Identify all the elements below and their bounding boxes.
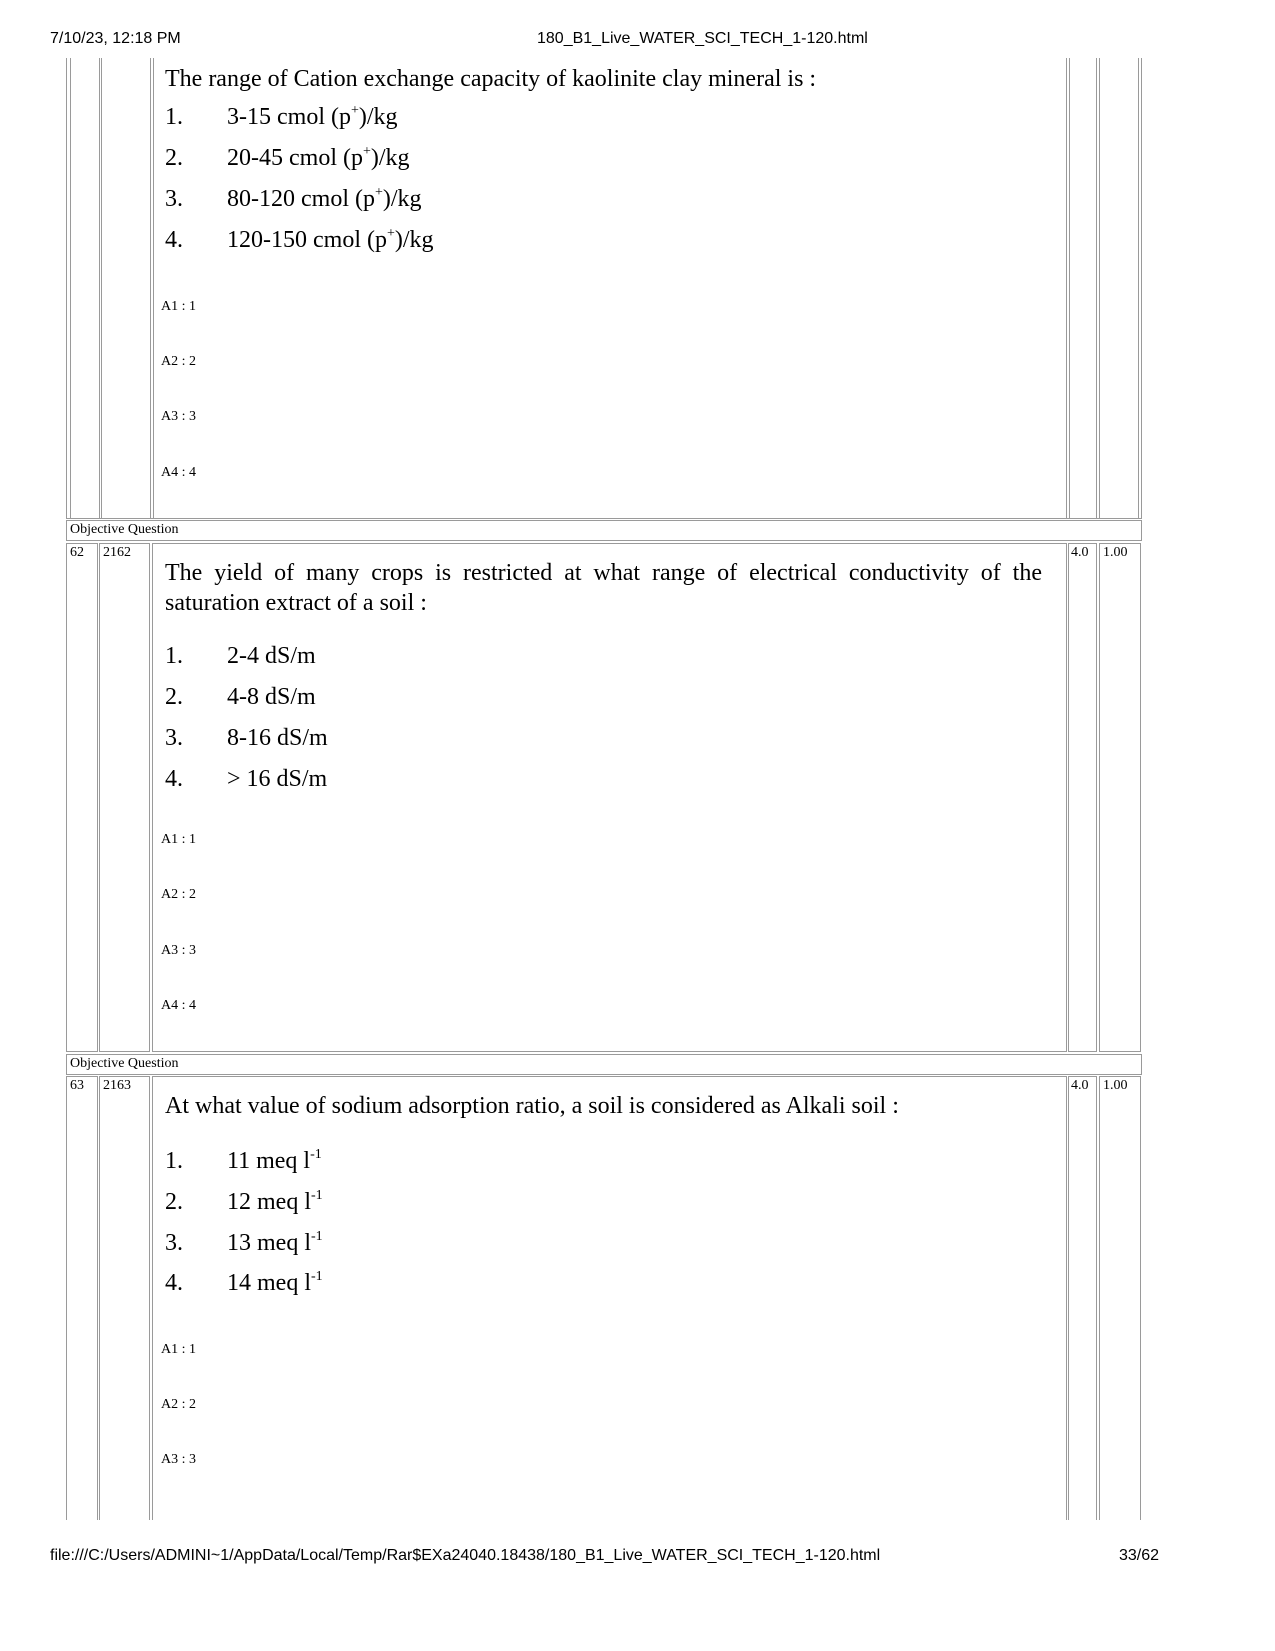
option-2 [165, 1189, 323, 1216]
negative-marks-cell [1099, 1076, 1141, 1520]
option-text: 13 meq $l^{-1}$ [227, 1229, 323, 1256]
option-2 [165, 684, 316, 711]
answer-key: A4 : 4 [161, 465, 196, 480]
option-number: 3. [165, 1230, 183, 1256]
answer-key: A3 : 3 [161, 409, 196, 424]
answer-key: A2 : 2 [161, 354, 196, 369]
option-number: 4. [165, 1270, 183, 1296]
option-number: 2. [165, 1189, 183, 1215]
option-text: 8-16 dS/m [227, 725, 328, 751]
option-4 [165, 227, 434, 254]
option-text: 11 meq $l^{-1}$ [227, 1147, 322, 1174]
answer-key: A3 : 3 [161, 1452, 196, 1467]
table-border [101, 58, 102, 519]
option-number: 3. [165, 725, 183, 751]
table-border [1096, 58, 1097, 519]
question-type-row [66, 520, 1142, 541]
table-border [150, 58, 151, 519]
option-3 [165, 186, 422, 213]
option-3 [165, 725, 328, 752]
question-text: The range of Cation exchange capacity of kaolinite clay mineral is : [165, 66, 817, 92]
sno-cell [66, 543, 98, 1052]
option-text: 12 meq $l^{-1}$ [227, 1188, 323, 1215]
question-type: Objective Question [70, 1056, 179, 1071]
answer-key: A3 : 3 [161, 943, 196, 958]
answer-key: A1 : 1 [161, 832, 196, 847]
option-4 [165, 1270, 323, 1297]
answer-key: A4 : 4 [161, 998, 196, 1013]
option-number: 1. [165, 104, 183, 130]
print-title: 180_B1_Live_WATER_SCI_TECH_1-120.html [537, 30, 868, 47]
answer-key: A2 : 2 [161, 887, 196, 902]
option-text: 14 meq $l^{-1}$ [227, 1269, 323, 1296]
option-number: 4. [165, 766, 183, 792]
qid-cell [99, 543, 150, 1052]
question-serial: 62 [70, 545, 84, 560]
marks-cell [1068, 1076, 1097, 1520]
question-serial: 63 [70, 1078, 84, 1093]
option-4 [165, 766, 327, 793]
option-text: 2-4 dS/m [227, 643, 316, 669]
marks: 4.0 [1071, 545, 1089, 560]
marks-cell [1068, 543, 1097, 1052]
option-text: 80-120 cmol (p+)/kg [227, 185, 422, 212]
table-border [99, 58, 100, 519]
question-text: The yield of many crops is restricted at what range of electrical conductivity of the saturation extract of a soil : [165, 560, 1042, 616]
option-1 [165, 643, 316, 670]
table-border [1099, 58, 1100, 519]
option-3 [165, 1230, 323, 1257]
answer-key: A1 : 1 [161, 299, 196, 314]
question-cell [152, 543, 1067, 1052]
sno-cell [66, 1076, 98, 1520]
question-cell [152, 1076, 1067, 1520]
negative-marks: 1.00 [1103, 545, 1128, 560]
option-text: > 16 dS/m [227, 766, 328, 792]
answer-key: A1 : 1 [161, 1342, 196, 1357]
option-text: 120-150 cmol (p+)/kg [227, 226, 434, 253]
table-border [66, 58, 67, 519]
option-1 [165, 1148, 322, 1175]
option-text: 3-15 cmol (p+)/kg [227, 103, 398, 130]
table-border [1066, 58, 1067, 519]
option-number: 1. [165, 643, 183, 669]
question-type-row [66, 1054, 1142, 1075]
question-type: Objective Question [70, 522, 179, 537]
option-2 [165, 145, 410, 172]
option-text: 4-8 dS/m [227, 684, 316, 710]
table-border [70, 58, 71, 519]
option-1 [165, 104, 398, 131]
option-number: 2. [165, 145, 183, 171]
negative-marks-cell [1099, 543, 1141, 1052]
table-border [66, 518, 1142, 519]
answer-key: A2 : 2 [161, 1397, 196, 1412]
question-text: At what value of sodium adsorption ratio, a soil is considered as Alkali soil : [165, 1093, 899, 1119]
table-border [1141, 58, 1142, 519]
option-number: 4. [165, 227, 183, 253]
table-border [1069, 58, 1070, 519]
option-text: 20-45 cmol (p+)/kg [227, 144, 410, 171]
page-number: 33/62 [1119, 1547, 1160, 1564]
negative-marks: 1.00 [1103, 1078, 1128, 1093]
option-number: 2. [165, 684, 183, 710]
question-id: 2162 [103, 545, 131, 560]
print-datetime: 7/10/23, 12:18 PM [50, 30, 181, 47]
print-file-path: file:///C:/Users/ADMINI~1/AppData/Local/Temp/Rar$EXa24040.18438/180_B1_Live_WATER_SCI_TECH_1-120.html [50, 1547, 881, 1564]
table-border [1138, 58, 1139, 519]
option-number: 1. [165, 1148, 183, 1174]
option-number: 3. [165, 186, 183, 212]
table-border [153, 58, 154, 519]
question-id: 2163 [103, 1078, 131, 1093]
marks: 4.0 [1071, 1078, 1089, 1093]
qid-cell [99, 1076, 150, 1520]
